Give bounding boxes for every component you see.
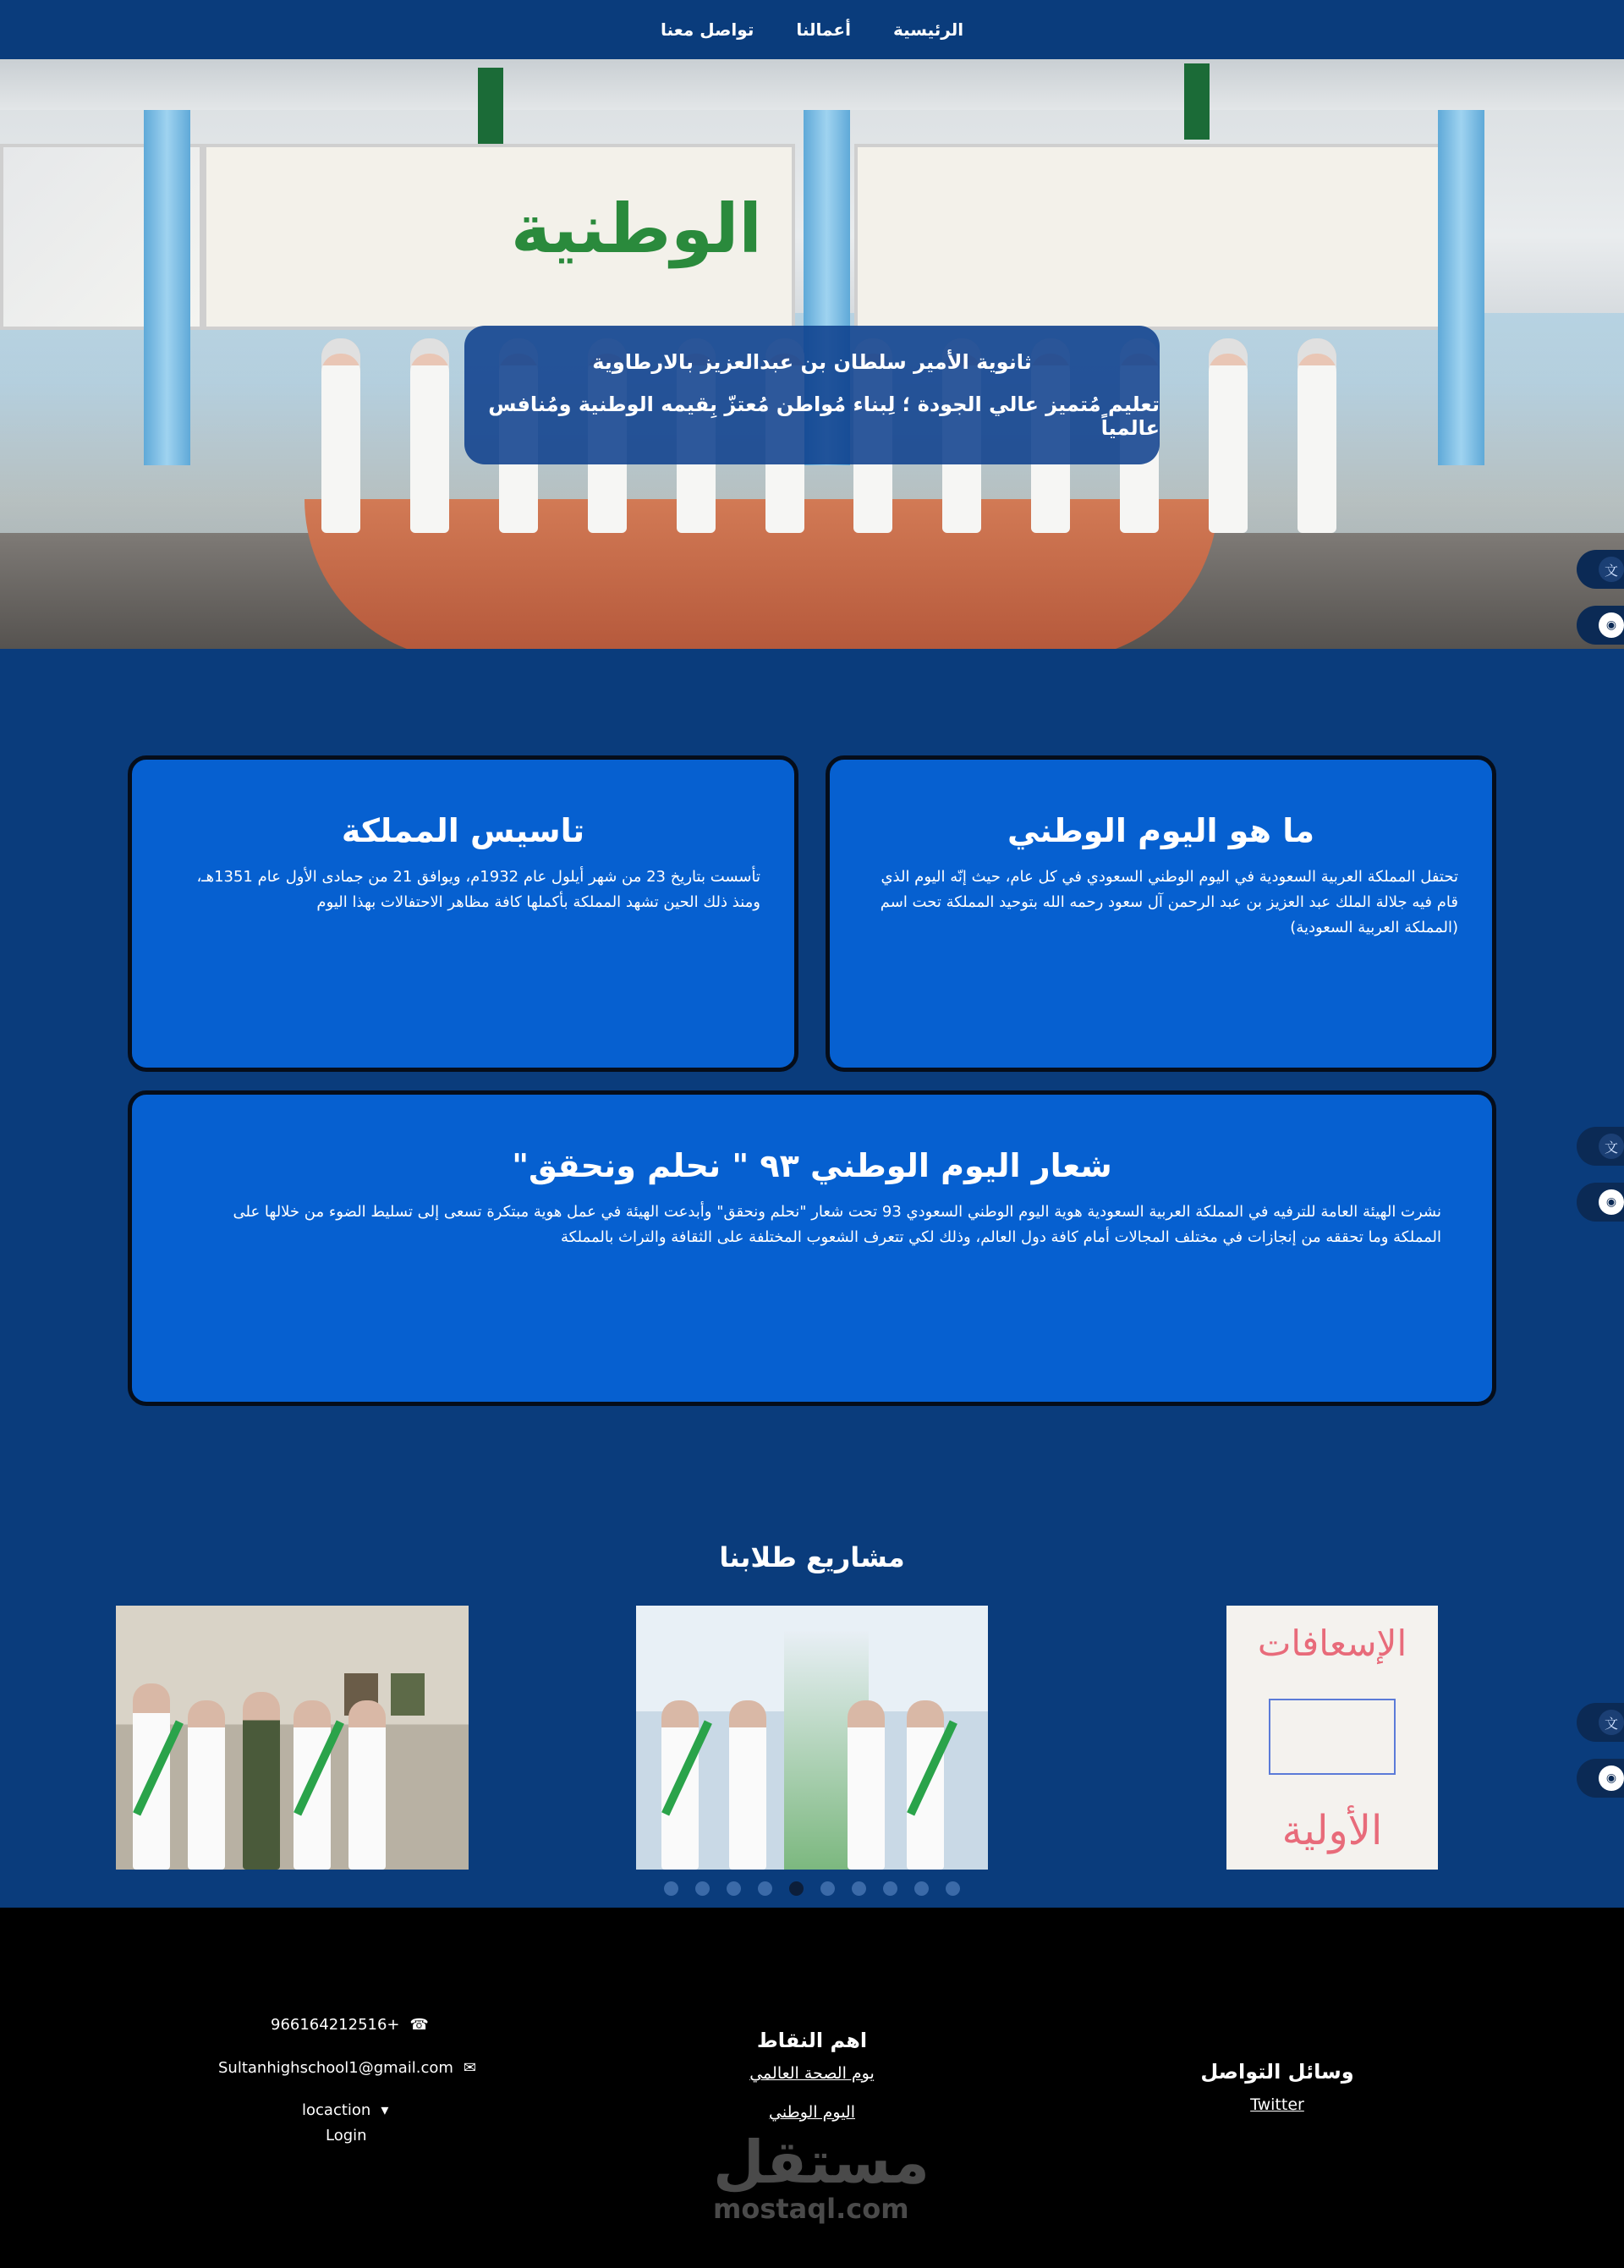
footer-highlights	[694, 2029, 930, 2122]
card-title: ما هو اليوم الوطني	[1007, 812, 1314, 849]
picture-frame	[391, 1673, 425, 1716]
location-text: locaction	[302, 2101, 371, 2119]
carousel-dot[interactable]	[758, 1881, 772, 1896]
carousel-dot-active[interactable]	[789, 1881, 804, 1896]
translate-icon: 文	[1599, 557, 1624, 582]
hero-caption-card	[464, 326, 1160, 464]
carousel-dot[interactable]	[664, 1881, 678, 1896]
drawing-title: الإسعافات	[1257, 1623, 1407, 1664]
contact-location[interactable]	[302, 2101, 388, 2119]
project-photo-3[interactable]	[1226, 1606, 1438, 1870]
carousel-dot[interactable]	[727, 1881, 741, 1896]
highlight-health-day[interactable]: يوم الصحة العالمي	[749, 2064, 875, 2083]
card-title: شعار اليوم الوطني ٩٣ " نحلم ونحقق"	[512, 1147, 1112, 1184]
footer-highlights-title: اهم النقاط	[756, 2029, 868, 2052]
flag-icon	[1184, 63, 1210, 140]
person-figure	[729, 1700, 766, 1870]
person-figure	[321, 338, 360, 533]
bot-icon: ◉	[1599, 1766, 1624, 1791]
carousel-dot[interactable]	[914, 1881, 929, 1896]
carousel-dots	[0, 1881, 1624, 1896]
twitter-link[interactable]: Twitter	[1250, 2095, 1304, 2114]
hero-ceiling	[0, 59, 1624, 110]
person-figure	[188, 1700, 225, 1870]
card-body: تأسست بتاريخ 23 من شهر أيلول عام 1932م، ويوافق 21 من جمادى الأول عام 1351هـ، ومنذ ذلك الحين تشهد المملكة بأكملها كافة مظاهر الاحتفالات بهذا اليوم	[196, 868, 760, 911]
person-figure	[348, 1700, 386, 1870]
translate-icon: 文	[1599, 1710, 1624, 1735]
chatbot-button[interactable]	[1577, 606, 1624, 645]
highlight-national-day[interactable]: اليوم الوطني	[769, 2103, 855, 2122]
hero-title: ثانوية الأمير سلطان بن عبدالعزيز بالارطاوية	[592, 350, 1032, 374]
phone-icon: ☎	[409, 2016, 429, 2034]
person-figure	[243, 1692, 280, 1870]
translate-icon: 文	[1599, 1134, 1624, 1159]
translate-button[interactable]	[1577, 1127, 1624, 1166]
person-figure	[1209, 338, 1248, 533]
login-text: Login	[326, 2127, 367, 2144]
card-national-day	[826, 755, 1496, 1072]
nav-home-link[interactable]: الرئيسية	[892, 19, 964, 40]
person-figure	[1298, 338, 1336, 533]
top-nav	[0, 0, 1624, 59]
project-photo-2[interactable]	[636, 1606, 988, 1870]
footer-social-title: وسائل التواصل	[1200, 2060, 1354, 2084]
nav-works-link[interactable]: أعمالنا	[796, 19, 851, 40]
hero-banner-right	[854, 144, 1463, 330]
person-figure	[848, 1700, 885, 1870]
nav-contact-link[interactable]: تواصل معنا	[660, 19, 754, 40]
carousel-dot[interactable]	[695, 1881, 710, 1896]
watermark-text: mostaql.com	[713, 2193, 909, 2225]
hero-subtitle: تعليم مُتميز عالي الجودة ؛ لِبناء مُواطن مُعتزّ بِقيمه الوطنية ومُنافس عالمياً	[488, 393, 1160, 440]
card-body: نشرت الهيئة العامة للترفيه في المملكة العربية السعودية هوية اليوم الوطني السعودي 93 تحت شعار "نحلم ونحقق" وأبدعت الهيئة في عمل هوية مبتكرة تسعى إلى تسليط الضوء من خلالها على المملكة وما تحققه من إنجازات في مختلف المجالات أمام كافة دول العالم، وذلك لكي تتعرف الشعوب المختلفة على الثقافة والتراث بالمملكة	[233, 1203, 1441, 1246]
login-link[interactable]	[326, 2127, 367, 2144]
projects-title: مشاريع طلابنا	[719, 1541, 905, 1573]
chatbot-button[interactable]	[1577, 1183, 1624, 1222]
hero-banner-text: الوطنية	[511, 189, 762, 268]
envelope-icon: ✉	[463, 2059, 476, 2077]
bot-icon: ◉	[1599, 1189, 1624, 1215]
bot-icon: ◉	[1599, 612, 1624, 638]
carousel-dot[interactable]	[820, 1881, 835, 1896]
flag-icon	[478, 68, 503, 144]
watermark-logo: مستقل	[713, 2128, 930, 2197]
email-address: Sultanhighschool1@gmail.com	[218, 2059, 453, 2077]
phone-number: 966164212516+	[271, 2016, 400, 2034]
hero-pillar	[144, 110, 190, 465]
carousel-dot[interactable]	[946, 1881, 960, 1896]
hero-banner-mid	[203, 144, 795, 330]
card-founding	[128, 755, 798, 1072]
card-body: تحتفل المملكة العربية السعودية في اليوم الوطني السعودي في كل عام، حيث إنّه اليوم الذي قام فيه جلالة الملك عبد العزيز بن عبد الرحمن آل سعود رحمه الله بتوحيد المملكة تحت اسم (المملكة العربية السعودية)	[880, 868, 1458, 936]
translate-button[interactable]	[1577, 1703, 1624, 1742]
person-figure	[410, 338, 449, 533]
translate-button[interactable]	[1577, 550, 1624, 589]
hero-pillar	[1438, 110, 1484, 465]
card-slogan	[128, 1090, 1496, 1406]
card-title: تاسيس المملكة	[341, 812, 585, 849]
chatbot-button[interactable]	[1577, 1759, 1624, 1798]
project-photo-1[interactable]	[116, 1606, 469, 1870]
contact-email[interactable]	[218, 2059, 476, 2077]
carousel-dot[interactable]	[883, 1881, 897, 1896]
first-aid-box-drawing	[1269, 1699, 1396, 1775]
footer-social	[1167, 2060, 1387, 2114]
contact-phone[interactable]	[271, 2016, 429, 2034]
map-pin-icon: ▾	[381, 2101, 389, 2119]
carousel-dot[interactable]	[852, 1881, 866, 1896]
drawing-subtitle: الأولية	[1281, 1807, 1383, 1854]
